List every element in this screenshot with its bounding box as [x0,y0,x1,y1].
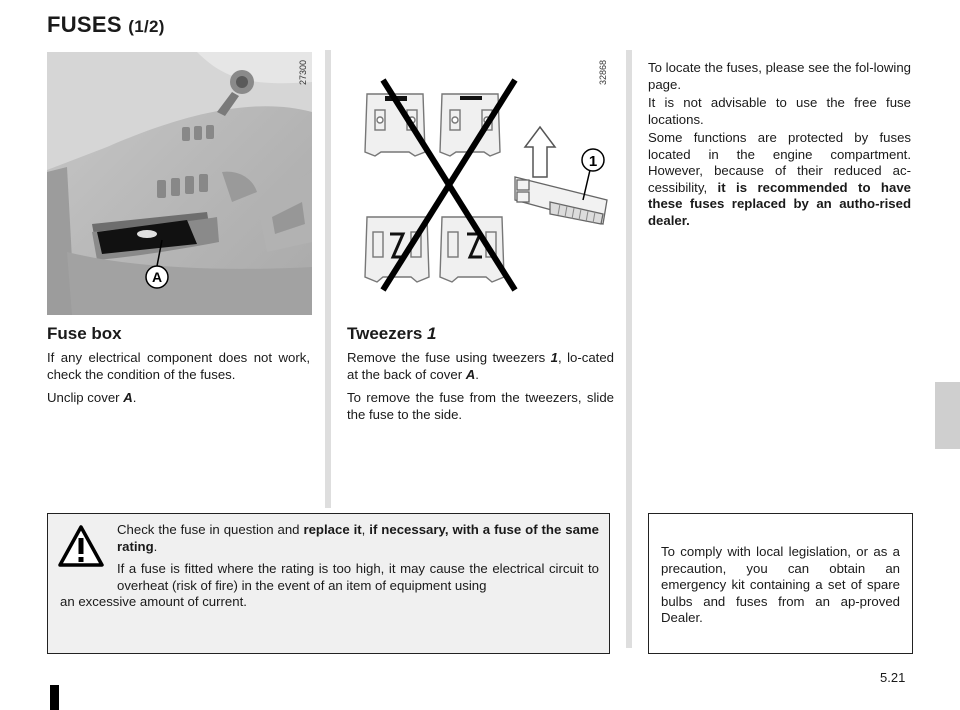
right-para1: To locate the fuses, please see the fol-lowing page. [648,60,911,92]
warning-line1-bold1: replace it [303,522,362,537]
tweezers-para1-a: Remove the fuse using tweezers [347,350,551,365]
tweezers-heading-ref: 1 [427,324,437,343]
right-para3 [648,130,911,229]
cover-ref-a: A [123,390,133,405]
page-title [47,12,165,38]
warning-line1-a: Check the fuse in question and [117,522,304,537]
warning-line1 [60,522,599,555]
corner-mark [50,685,59,710]
callout-a-label: A [151,269,163,285]
warning-text [60,522,599,617]
tweezers-para1 [347,350,614,383]
right-para3-text: Some functions are protected by fuses located in the engine compartment. However, because of their reduced ac-cessibility, [648,130,911,195]
warning-line1-b: , [361,522,370,537]
callout-1-label: 1 [588,153,598,170]
fuse-tweezers-illustration [345,52,610,315]
right-para2: It is not advisable to use the free fuse locations. [648,95,911,127]
tweezers-para1-c: . [475,366,479,382]
column-separator-left [325,50,331,508]
figure-tweezers-diagram [345,52,610,315]
warning-line1-bold2: if necessary, with a fuse of the same rating [117,522,599,554]
figure-fuse-box-photo [47,52,312,315]
tweezers-heading-text: Tweezers [347,324,428,343]
tweezers-para1-b: , lo-cated at the back of cover [347,350,614,382]
fuse-box-para2 [47,390,310,407]
fuse-box-heading: Fuse box [47,324,122,343]
right-para3-bold: it is recommended to have these fuses replaced by an autho-rised dealer. [648,179,911,228]
fuse-box-para1: If any electrical component does not work, check the condition of the fuses. [47,350,310,382]
column-separator-right [626,50,632,648]
fuse-box-para2-prefix: Unclip cover [47,390,124,405]
figure-left-ref-number: 27300 [298,59,308,85]
tweezers-heading [347,324,436,344]
tweezers-ref-1: 1 [550,350,559,365]
fuse-box-para2-suffix: . [132,390,137,405]
note-box [648,513,913,654]
note-text: To comply with local legislation, or as a precaution, you can obtain an emergency kit containing a set of spare bulbs and fuses from an ap-proved Dealer. [661,544,900,625]
warning-line2-tail: an excessive amount of current. [60,594,247,609]
page-number: 5.21 [880,670,906,685]
fuse-box-photo-illustration [47,52,312,315]
warning-line1-c: . [153,538,158,554]
title-main: FUSES [47,12,122,37]
tweezers-para2: To remove the fuse from the tweezers, slide the fuse to the side. [347,390,614,422]
warning-box [47,513,610,654]
tweezers-ref-a: A [465,366,476,382]
warning-line2: If a fuse is fitted where the rating is too high, it may cause the electrical circuit to overheat (risk of fire) in the event of an item of equipment using [117,561,599,593]
title-part: (1/2) [128,17,165,36]
figure-middle-ref-number: 32868 [598,59,608,85]
section-tab [935,382,960,449]
